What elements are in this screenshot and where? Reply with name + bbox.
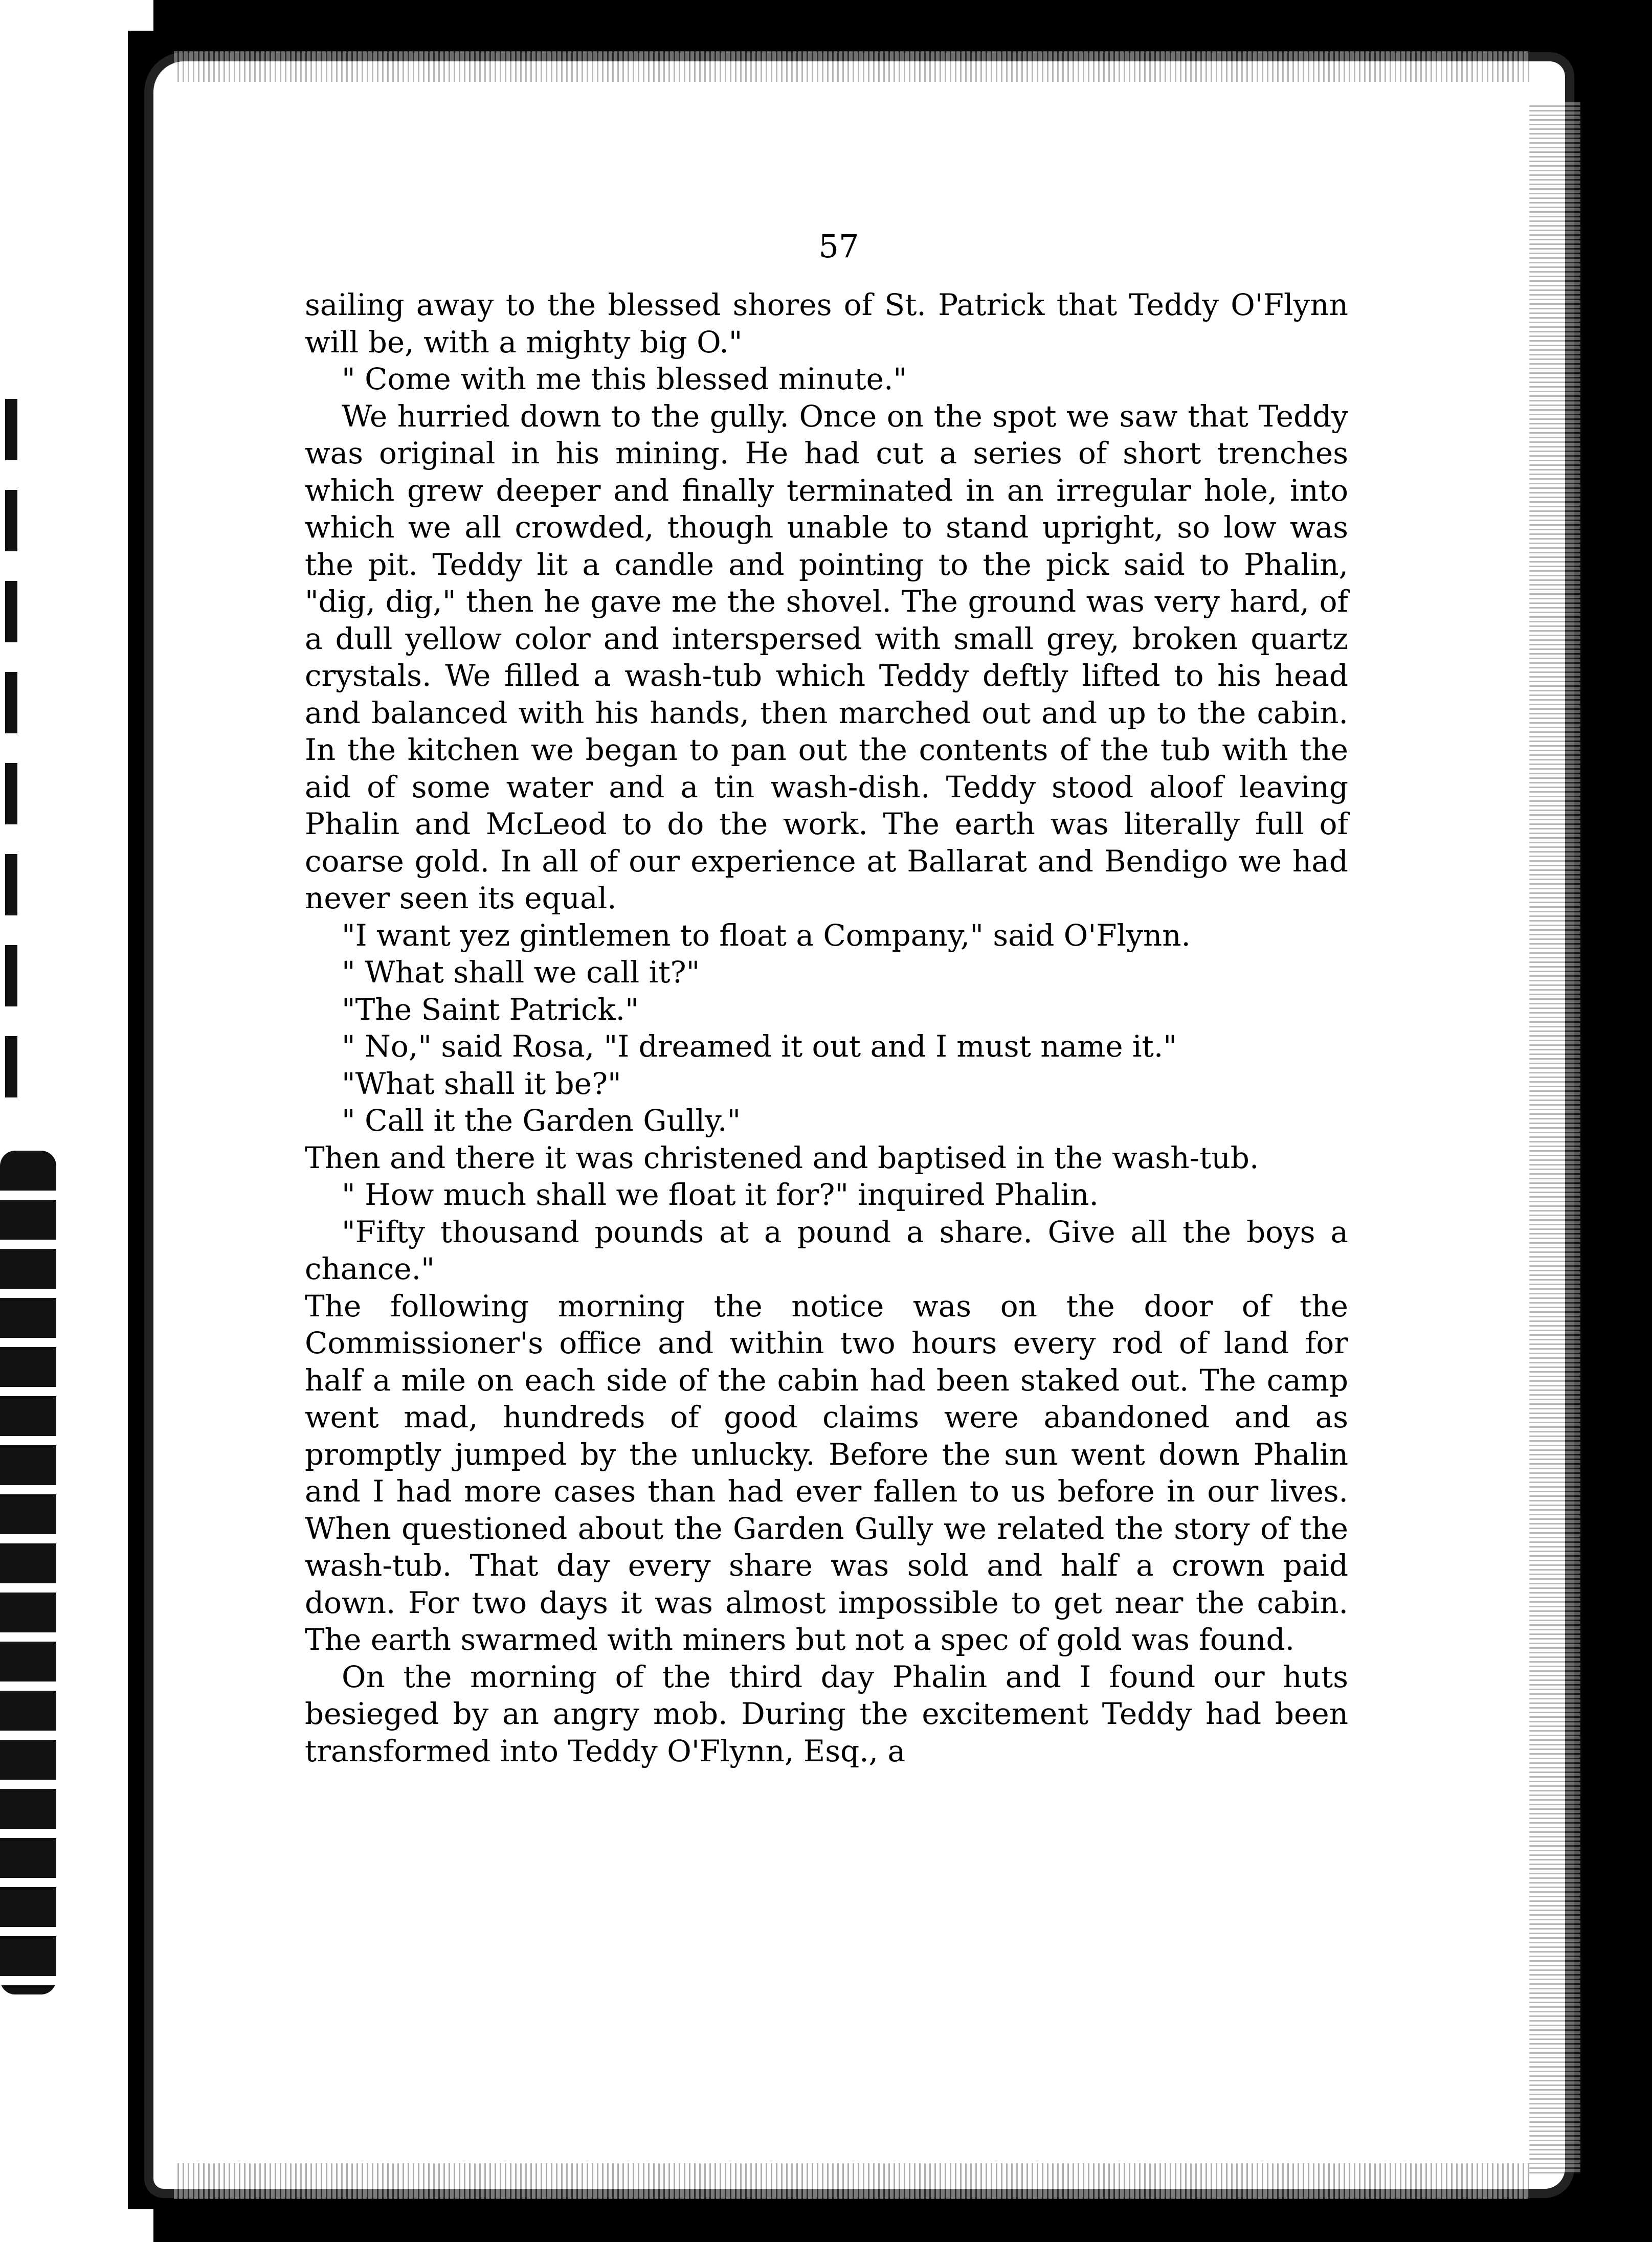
paragraph: "I want yez gintlemen to float a Company," said O'Flynn. — [342, 917, 1191, 953]
paragraph: "Fifty thousand pounds at a pound a share. Give all the boys a chance." — [305, 1214, 1348, 1286]
paragraph: Then and there it was christened and baptised in the wash-tub. — [305, 1140, 1259, 1175]
paragraph: "What shall it be?" — [342, 1066, 621, 1101]
page-edge-noise-right — [1529, 102, 1580, 2173]
spine-binding-pattern — [0, 1151, 56, 1994]
paragraph: sailing away to the blessed shores of St. Patrick that Teddy O'Flynn will be, with a mighty big O." — [305, 287, 1348, 360]
paragraph: " How much shall we float it for?" inquired Phalin. — [342, 1177, 1099, 1212]
paragraph: " Call it the Garden Gully." — [342, 1103, 741, 1138]
page-edge-noise-bottom — [174, 2163, 1529, 2199]
body-text — [305, 286, 1348, 1769]
page-number: 57 — [818, 228, 859, 265]
page-edge-noise-top — [174, 51, 1529, 82]
paragraph: On the morning of the third day Phalin and I found our huts besieged by an angry mob. During the excitement Teddy had been transformed into Teddy O'Flynn, Esq., a — [305, 1659, 1348, 1768]
paragraph: "The Saint Patrick." — [342, 992, 639, 1027]
left-margin-marks — [5, 399, 17, 1105]
paragraph: We hurried down to the gully. Once on the spot we saw that Teddy was original in his mining. He had cut a series of short trenches which grew deeper and finally terminated in an irregular hole, into which we all crowded, though unable to stand upright, so low was the pit. Teddy lit a candle and pointing to the pick said to Phalin, "dig, dig," then he gave me the shovel. The ground was very hard, of a dull yellow color and interspersed with small grey, broken quartz crystals. We filled a wash-tub which Teddy deftly lifted to his head and balanced with his hands, then marched out and up to the cabin. In the kitchen we began to pan out the contents of the tub with the aid of some water and a tin wash-dish. Teddy stood aloof leaving Phalin and McLeod to do the work. The earth was literally full of coarse gold. In all of our experience at Ballarat and Bendigo we had never seen its equal. — [305, 398, 1348, 915]
paragraph: " What shall we call it?" — [342, 955, 700, 990]
paragraph: " Come with me this blessed minute." — [342, 362, 907, 396]
paragraph: The following morning the notice was on the door of the Commissioner's office and within two hours every rod of land for half a mile on each side of the cabin had been staked out. The camp went mad, hundreds of good claims were abandoned and as promptly jumped by the unlucky. Before the sun went down Phalin and I had more cases than had ever fallen to us before in our lives. When questioned about the Garden Gully we related the story of the wash-tub. That day every share was sold and half a crown paid down. For two days it was almost impossible to get near the cabin. The earth swarmed with miners but not a spec of gold was found. — [305, 1288, 1348, 1657]
paragraph: " No," said Rosa, "I dreamed it out and I must name it." — [342, 1029, 1177, 1064]
